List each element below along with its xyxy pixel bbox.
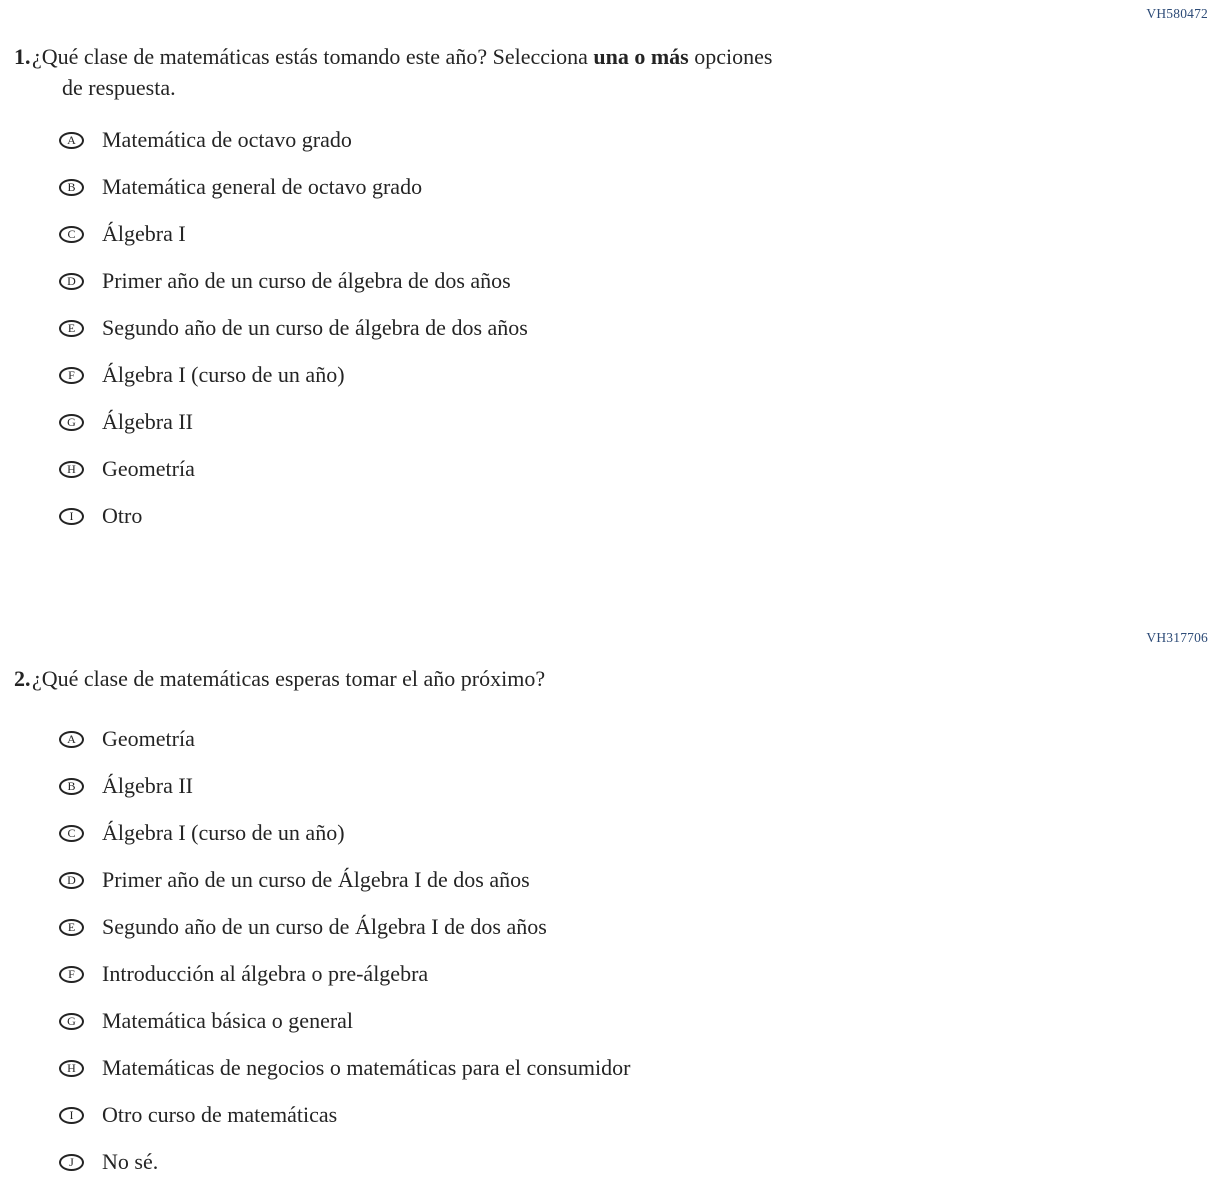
option-row[interactable] (59, 410, 1218, 434)
question-number: 1. (14, 44, 31, 69)
option-row[interactable] (59, 1103, 1218, 1127)
question-2-block (0, 630, 1218, 1174)
option-row[interactable] (59, 222, 1218, 246)
answer-bubble-icon[interactable] (59, 179, 84, 196)
question-1-line (14, 41, 1218, 103)
answer-bubble-icon[interactable] (59, 919, 84, 936)
option-label: Álgebra II (102, 409, 194, 434)
option-label: Segundo año de un curso de álgebra de dos años (102, 315, 528, 340)
answer-bubble-icon[interactable] (59, 778, 84, 795)
option-label: Introducción al álgebra o pre-álgebra (102, 961, 429, 986)
answer-bubble-letter: A (67, 732, 76, 746)
answer-bubble-icon[interactable] (59, 461, 84, 478)
prompt-line: ¿Qué clase de matemáticas estás tomando este año? Selecciona una o más opciones (32, 44, 773, 69)
answer-bubble-letter: I (69, 1108, 74, 1122)
option-row[interactable] (59, 1009, 1218, 1033)
option-row[interactable] (59, 727, 1218, 751)
answer-bubble-letter: E (67, 920, 76, 934)
question-prompt (32, 41, 772, 103)
option-row[interactable] (59, 962, 1218, 986)
question-number: 2. (14, 666, 31, 691)
option-row[interactable] (59, 175, 1218, 199)
answer-bubble-letter: A (67, 133, 76, 147)
answer-bubble-letter: C (67, 227, 76, 241)
option-label: No sé. (102, 1149, 159, 1174)
item-code: VH580472 (1146, 6, 1208, 21)
option-row[interactable] (59, 316, 1218, 340)
answer-bubble-letter: G (67, 415, 76, 429)
item-code: VH317706 (1146, 630, 1208, 645)
question-1-block (0, 6, 1218, 528)
answer-bubble-letter: J (69, 1155, 74, 1169)
answer-bubble-letter: H (67, 462, 76, 476)
answer-bubble-letter: E (67, 321, 76, 335)
answer-bubble-letter: D (67, 873, 76, 887)
option-label: Primer año de un curso de álgebra de dos años (102, 268, 511, 293)
answer-bubble-letter: D (67, 274, 76, 288)
option-label: Otro curso de matemáticas (102, 1102, 338, 1127)
answer-bubble-icon[interactable] (59, 226, 84, 243)
option-row[interactable] (59, 821, 1218, 845)
option-label: Álgebra I (curso de un año) (102, 820, 345, 845)
question-prompt (32, 663, 545, 694)
answer-bubble-letter: F (68, 368, 75, 382)
answer-bubble-icon[interactable] (59, 508, 84, 525)
answer-bubble-icon[interactable] (59, 273, 84, 290)
question-2-line (14, 663, 1218, 694)
option-row[interactable] (59, 915, 1218, 939)
prompt-line: de respuesta. (62, 75, 176, 100)
option-label: Matemática general de octavo grado (102, 174, 423, 199)
option-row[interactable] (59, 128, 1218, 152)
answer-bubble-icon[interactable] (59, 1013, 84, 1030)
option-label: Matemática básica o general (102, 1008, 354, 1033)
answer-bubble-icon[interactable] (59, 320, 84, 337)
option-label: Matemáticas de negocios o matemáticas para el consumidor (102, 1055, 631, 1080)
option-label: Geometría (102, 726, 195, 751)
answer-bubble-icon[interactable] (59, 367, 84, 384)
question-2-options (59, 727, 1218, 1174)
option-label: Álgebra I (curso de un año) (102, 362, 345, 387)
option-label: Segundo año de un curso de Álgebra I de dos años (102, 914, 547, 939)
option-row[interactable] (59, 269, 1218, 293)
question-1-options (59, 128, 1218, 528)
option-row[interactable] (59, 774, 1218, 798)
prompt-line: ¿Qué clase de matemáticas esperas tomar el año próximo? (32, 666, 546, 691)
option-row[interactable] (59, 504, 1218, 528)
option-label: Primer año de un curso de Álgebra I de dos años (102, 867, 530, 892)
answer-bubble-letter: G (67, 1014, 76, 1028)
answer-bubble-icon[interactable] (59, 1060, 84, 1077)
answer-bubble-icon[interactable] (59, 132, 84, 149)
answer-bubble-icon[interactable] (59, 1154, 84, 1171)
answer-bubble-letter: H (67, 1061, 76, 1075)
answer-bubble-letter: C (67, 826, 76, 840)
option-row[interactable] (59, 457, 1218, 481)
answer-bubble-letter: F (68, 967, 75, 981)
option-label: Álgebra I (102, 221, 186, 246)
answer-bubble-icon[interactable] (59, 414, 84, 431)
option-row[interactable] (59, 1056, 1218, 1080)
answer-bubble-letter: B (67, 180, 76, 194)
answer-bubble-icon[interactable] (59, 731, 84, 748)
answer-bubble-icon[interactable] (59, 1107, 84, 1124)
answer-bubble-icon[interactable] (59, 825, 84, 842)
option-label: Matemática de octavo grado (102, 127, 352, 152)
option-label: Geometría (102, 456, 195, 481)
answer-bubble-letter: I (69, 509, 74, 523)
answer-bubble-icon[interactable] (59, 872, 84, 889)
option-label: Álgebra II (102, 773, 194, 798)
option-row[interactable] (59, 363, 1218, 387)
option-row[interactable] (59, 1150, 1218, 1174)
answer-bubble-letter: B (67, 779, 76, 793)
answer-bubble-icon[interactable] (59, 966, 84, 983)
option-label: Otro (102, 503, 143, 528)
option-row[interactable] (59, 868, 1218, 892)
